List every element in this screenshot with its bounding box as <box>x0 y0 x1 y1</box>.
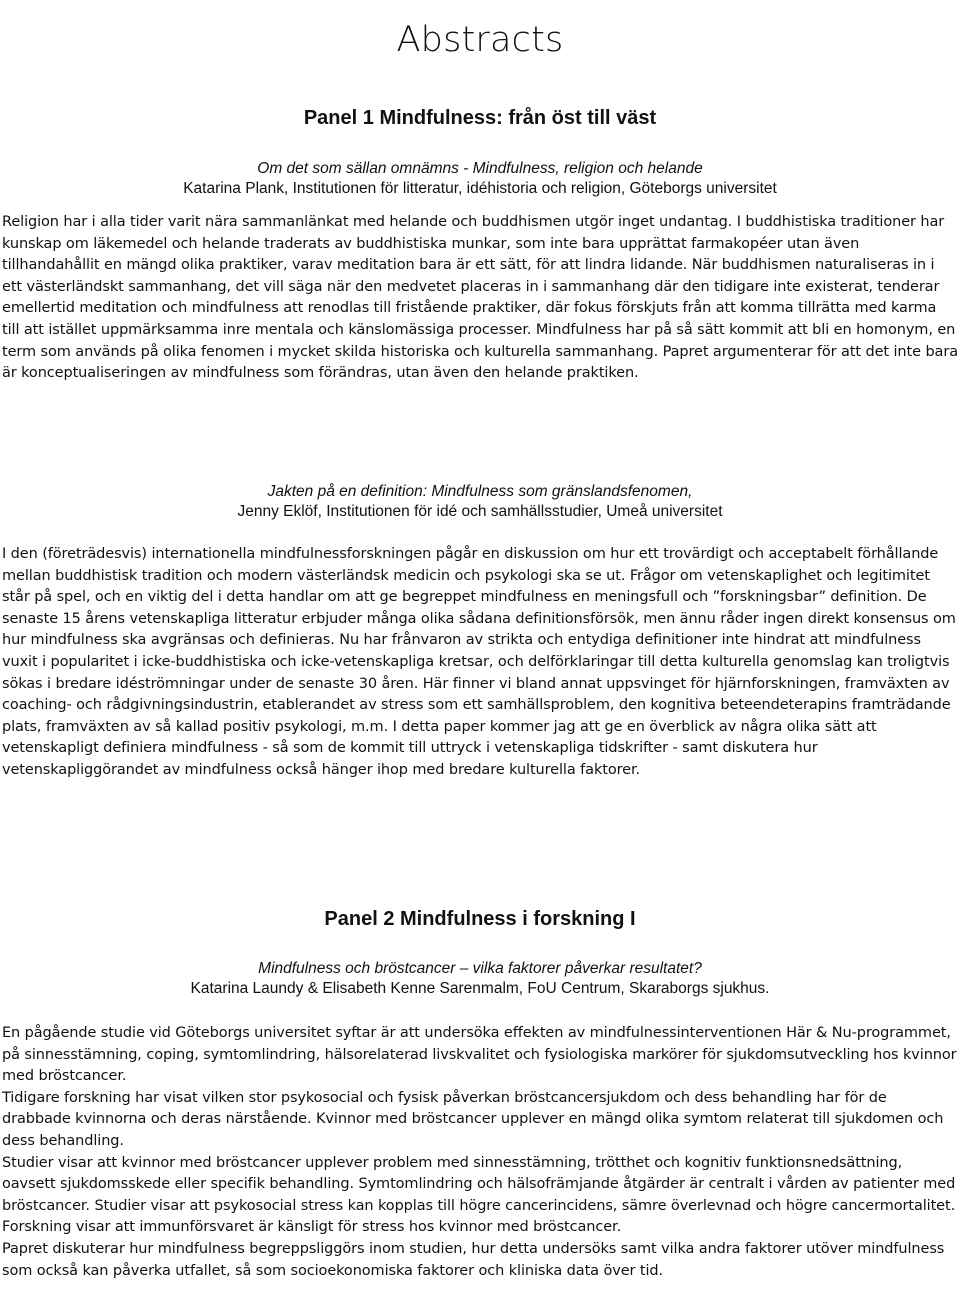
abstract-3-paragraph-2: Tidigare forskning har visat vilken stor psykosocial och fysisk påverkan bröstcancersjukdom och dess behandling har för de drabbade kvinnorna och deras närstående. Kvinnor med bröstcancer upplever en mängd olika symtom relaterat till sjukdomen och dess behandling. <box>2 1089 944 1149</box>
abstract-1-title: Om det som sällan omnämns - Mindfulness, religion och helande <box>257 160 703 177</box>
abstract-1-paragraph: Religion har i alla tider varit nära sammanlänkat med helande och buddhismen utgör inget undantag. I buddhistiska traditioner har kunskap om läkemedel och helande traderats av buddhistiska munkar, som inte bara upprättat farmakopéer utan även tillhandahållit en mängd olika praktiker, varav meditation bara är ett sätt, för att lindra lidande. När buddhismen naturaliseras in i ett västerländskt sammanhang, det vill säga när den medvetet placeras in i sammanhang där den tidigare inte existerat, tenderar emellertid meditation och mindfulness att renodlas till fristående praktiker, där fokus förskjuts från att komma tillrätta med karma till att istället uppmärksamma inre mentala och känslomässiga processer. Mindfulness har på så sätt kommit att bli en homonym, en term som används på olika fenomen i mycket skilda historiska och kulturella sammanhang. Papret argumenterar för att det inte bara är konceptualiseringen av mindfulness som förändras, utan även den helande praktiken. <box>2 214 958 382</box>
abstract-3-paragraph-4: Papret diskuterar hur mindfulness begreppsliggörs inom studien, hur detta undersöks samt vilka andra faktorer utöver mindfulness som också kan påverka utfallet, så som socioekonomiska faktorer och kliniska data över tid. <box>2 1240 945 1279</box>
abstract-2-body <box>2 544 958 782</box>
abstract-3-title: Mindfulness och bröstcancer – vilka faktorer påverkar resultatet? <box>258 960 702 977</box>
abstract-3-header <box>2 959 958 999</box>
abstract-3-paragraph-3: Studier visar att kvinnor med bröstcancer upplever problem med sinnesstämning, trötthet och kognitiv funktionsnedsättning, oavsett sjukdomsskede eller specifik behandling. Symtomlindring och hälsofrämjande åtgärder är centralt i vården av patienter med bröstcancer. Studier visar att psykosocial stress kan kopplas till högre cancerincidens, sämre överlevnad och högre cancermortalitet. Forskning visar att immunförsvaret är känsligt för stress hos kvinnor med bröstcancer. <box>2 1154 956 1236</box>
panel-1-heading: Panel 1 Mindfulness: från öst till väst <box>303 106 657 129</box>
abstract-1-authors: Katarina Plank, Institutionen för litteratur, idéhistoria och religion, Göteborgs universitet <box>183 180 777 197</box>
abstract-3-paragraph-1: En pågående studie vid Göteborgs universitet syftar är att undersöka effekten av mindfulnessinterventionen Här & Nu-programmet, på sinnesstämning, coping, symtomlindring, hälsorelaterad livskvalitet och fysiologiska markörer för sjukdomsutveckling hos kvinnor med bröstcancer. <box>2 1025 957 1085</box>
abstract-3-body <box>2 1023 958 1282</box>
abstract-3-authors: Katarina Laundy & Elisabeth Kenne Sarenmalm, FoU Centrum, Skaraborgs sjukhus. <box>190 980 770 997</box>
document-title: Abstracts <box>396 20 564 61</box>
abstract-2-title: Jakten på en definition: Mindfulness som gränslandsfenomen, <box>267 483 693 500</box>
abstract-1-body <box>2 212 958 385</box>
abstract-2-header <box>2 482 958 522</box>
panel-2-heading: Panel 2 Mindfulness i forskning I <box>324 907 636 930</box>
abstract-1-header <box>2 159 958 199</box>
abstract-2-paragraph: I den (företrädesvis) internationella mindfulnessforskningen pågår en diskussion om hur ett trovärdigt och acceptabelt förhållande mellan buddhistisk tradition och modern västerländsk medicin och psykologi ska se ut. Frågor om vetenskaplighet och legitimitet står på spel, och en viktig del i detta handlar om att ge begreppet mindfulness en meningsfull och ”forskningsbar” definition. De senaste 15 årens vetenskapliga litteratur erbjuder många olika sådana definitionsförsök, men ännu råder ingen direkt konsensus om hur mindfulness ska avgränsas och definieras. Nu har frånvaron av strikta och entydiga definitioner inte hindrat att mindfulness vuxit i popularitet i icke-buddhistiska och icke-vetenskapliga kretsar, och delförklaringar till detta kulturella genomslag kan troligtvis sökas i bredare idéströmningar under de senaste 30 åren. Här finner vi bland annat uppsvinget för hjärnforskningen, framväxten av coaching- och rådgivningsindustrin, etablerandet av stress som ett samhällsproblem, den kognitiva beteendeterapins framträdande plats, framväxten av så kallad positiv psykologi, m.m. I detta paper kommer jag att ge en överblick av några olika sätt att vetenskapligt definiera mindfulness - så som de kommit till uttryck i vetenskapliga tidskrifter - samt diskutera hur vetenskapliggörandet av mindfulness också hänger ihop med bredare kulturella faktorer. <box>2 546 956 778</box>
abstract-2-authors: Jenny Eklöf, Institutionen för idé och samhällsstudier, Umeå universitet <box>237 503 723 520</box>
